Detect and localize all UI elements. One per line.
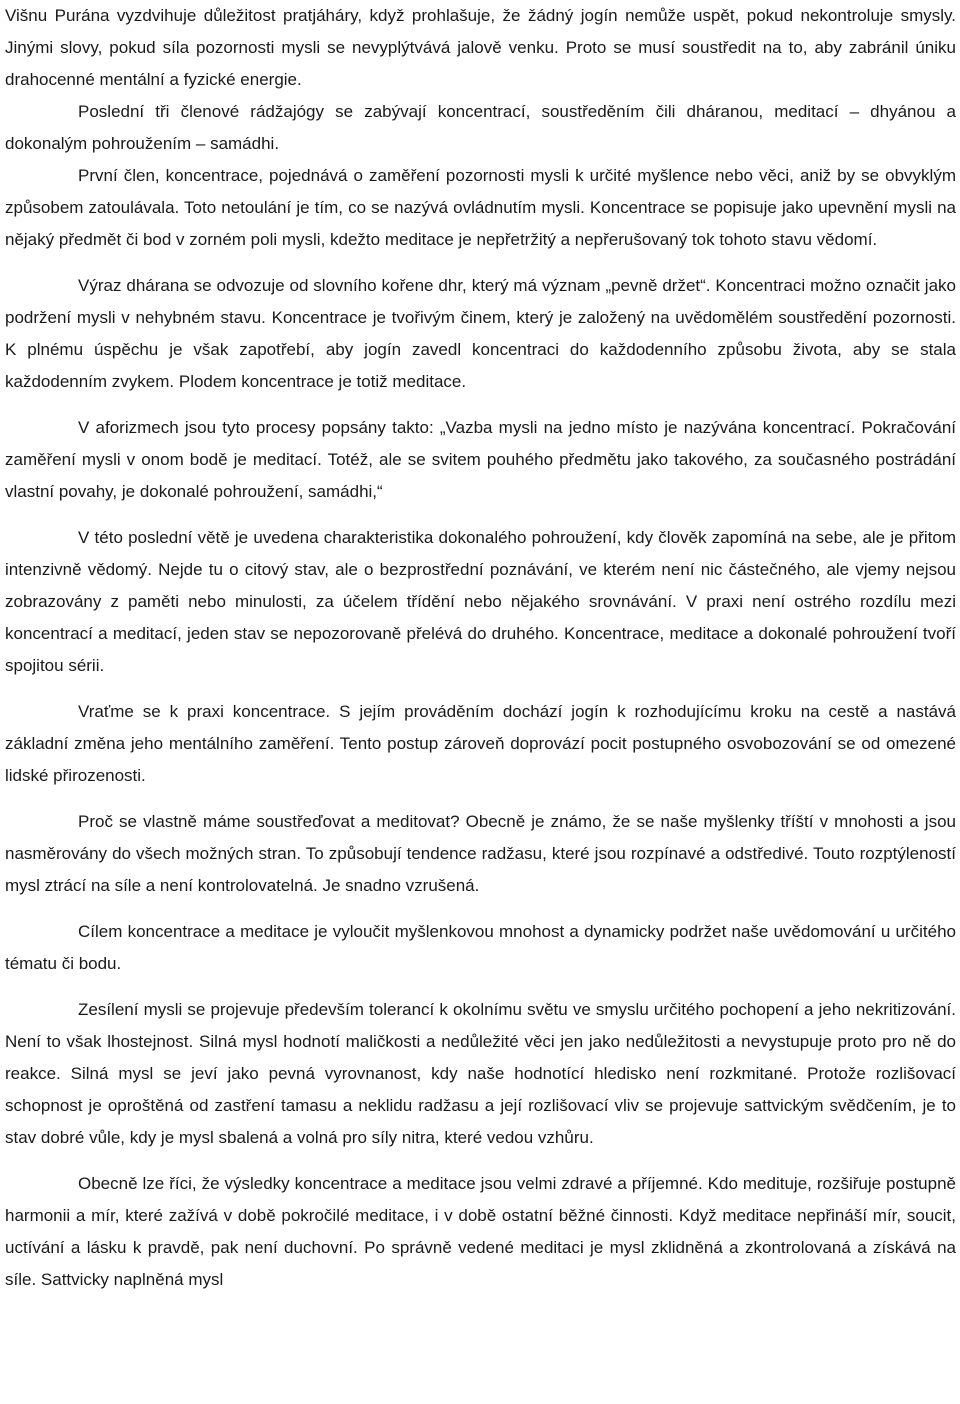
- paragraph-goal-of-concentration: Cílem koncentrace a meditace je vyloučit myšlenkovou mnohost a dynamicky podržet naše uvědomování u určitého tématu či bodu.: [5, 922, 956, 973]
- paragraph-practice-of-concentration: Vraťme se k praxi koncentrace. S jejím prováděním dochází jogín k rozhodujícímu kroku na cestě a nastává základní změna jeho mentálního zaměření. Tento postup zároveň doprovází pocit postupného osvobozování se od omezené lidské přirozenosti.: [5, 702, 956, 785]
- paragraph-vishnu-purana: Višnu Purána vyzdvihuje důležitost pratjáháry, když prohlašuje, že žádný jogín nemůže uspět, pokud nekontroluje smysly. Jinými slovy, pokud síla pozornosti mysli se nevyplýtvává jalově venku. Proto se musí soustředit na to, aby zabránil úniku drahocenné mentální a fyzické energie.: [5, 6, 956, 89]
- document-page: [5, 0, 956, 1296]
- paragraph-results-of-meditation: Obecně lze říci, že výsledky koncentrace a meditace jsou velmi zdravé a příjemné. Kdo medituje, rozšiřuje postupně harmonii a mír, které zažívá v době pokročilé meditace, i v době ostatní běžné činnosti. Když meditace nepřináší mír, soucit, uctívání a lásku k pravdě, pak není duchovní. Po správně vedené meditaci je mysl zklidněná a zkontrolovaná a získává na síle. Sattvicky naplněná mysl: [5, 1174, 956, 1289]
- paragraph-why-meditate: Proč se vlastně máme soustřeďovat a meditovat? Obecně je známo, že se naše myšlenky tříští v mnohosti a jsou nasměrovány do všech možných stran. To způsobují tendence radžasu, které jsou rozpínavé a odstředivé. Touto rozptýleností mysl ztrácí na síle a není kontrolovatelná. Je snadno vzrušená.: [5, 812, 956, 895]
- paragraph-first-member-concentration: První člen, koncentrace, pojednává o zaměření pozornosti mysli k určité myšlence nebo věci, aniž by se obvyklým způsobem zatoulávala. Toto netoulání je tím, co se nazývá ovládnutím mysli. Koncentrace se popisuje jako upevnění mysli na nějaký předmět či bod v zorném poli mysli, kdežto meditace je nepřetržitý a nepřerušovaný tok tohoto stavu vědomí.: [5, 166, 956, 249]
- paragraph-perfect-absorption: V této poslední větě je uvedena charakteristika dokonalého pohroužení, kdy člověk zapomíná na sebe, ale je přitom intenzivně vědomý. Nejde tu o citový stav, ale o bezprostřední poznávání, ve kterém není nic částečného, ale vjemy nejsou zobrazovány z paměti nebo minulosti, za účelem třídění nebo nějakého srovnávání. V praxi není ostrého rozdílu mezi koncentrací a meditací, jeden stav se nepozorovaně přelévá do druhého. Koncentrace, meditace a dokonalé pohroužení tvoří spojitou sérii.: [5, 528, 956, 675]
- paragraph-dharana: Výraz dhárana se odvozuje od slovního kořene dhr, který má význam „pevně držet“. Koncentraci možno označit jako podržení mysli v nehybném stavu. Koncentrace je tvořivým činem, který je založený na uvědomělém soustředění pozornosti. K plnému úspěchu je však zapotřebí, aby jogín zavedl koncentraci do každodenního způsobu života, aby se stala každodenním zvykem. Plodem koncentrace je totiž meditace.: [5, 276, 956, 391]
- paragraph-strengthening-mind: Zesílení mysli se projevuje především tolerancí k okolnímu světu ve smyslu určitého pochopení a jeho nekritizování. Není to však lhostejnost. Silná mysl hodnotí maličkosti a nedůležité věci jen jako nedůležitosti a nevystupuje proto pro ně do reakce. Silná mysl se jeví jako pevná vyrovnanost, kdy naše hodnotící hledisko není rozkmitané. Protože rozlišovací schopnost je oproštěná od zastření tamasu a neklidu radžasu a její rozlišovací vliv se projevuje sattvickým svědčením, je to stav dobré vůle, kdy je mysl sbalená a volná pro síly nitra, které vedou vzhůru.: [5, 1000, 956, 1147]
- paragraph-aphorisms: V aforizmech jsou tyto procesy popsány takto: „Vazba mysli na jedno místo je nazývána koncentrací. Pokračování zaměření mysli v onom bodě je meditací. Totéž, ale se svitem pouhého předmětu jako takového, za současného postrádání vlastní povahy, je dokonalé pohroužení, samádhi,“: [5, 418, 956, 501]
- paragraph-last-three-members: Poslední tři členové rádžajógy se zabývají koncentrací, soustředěním čili dháranou, meditací – dhyánou a dokonalým pohroužením – samádhi.: [5, 102, 956, 153]
